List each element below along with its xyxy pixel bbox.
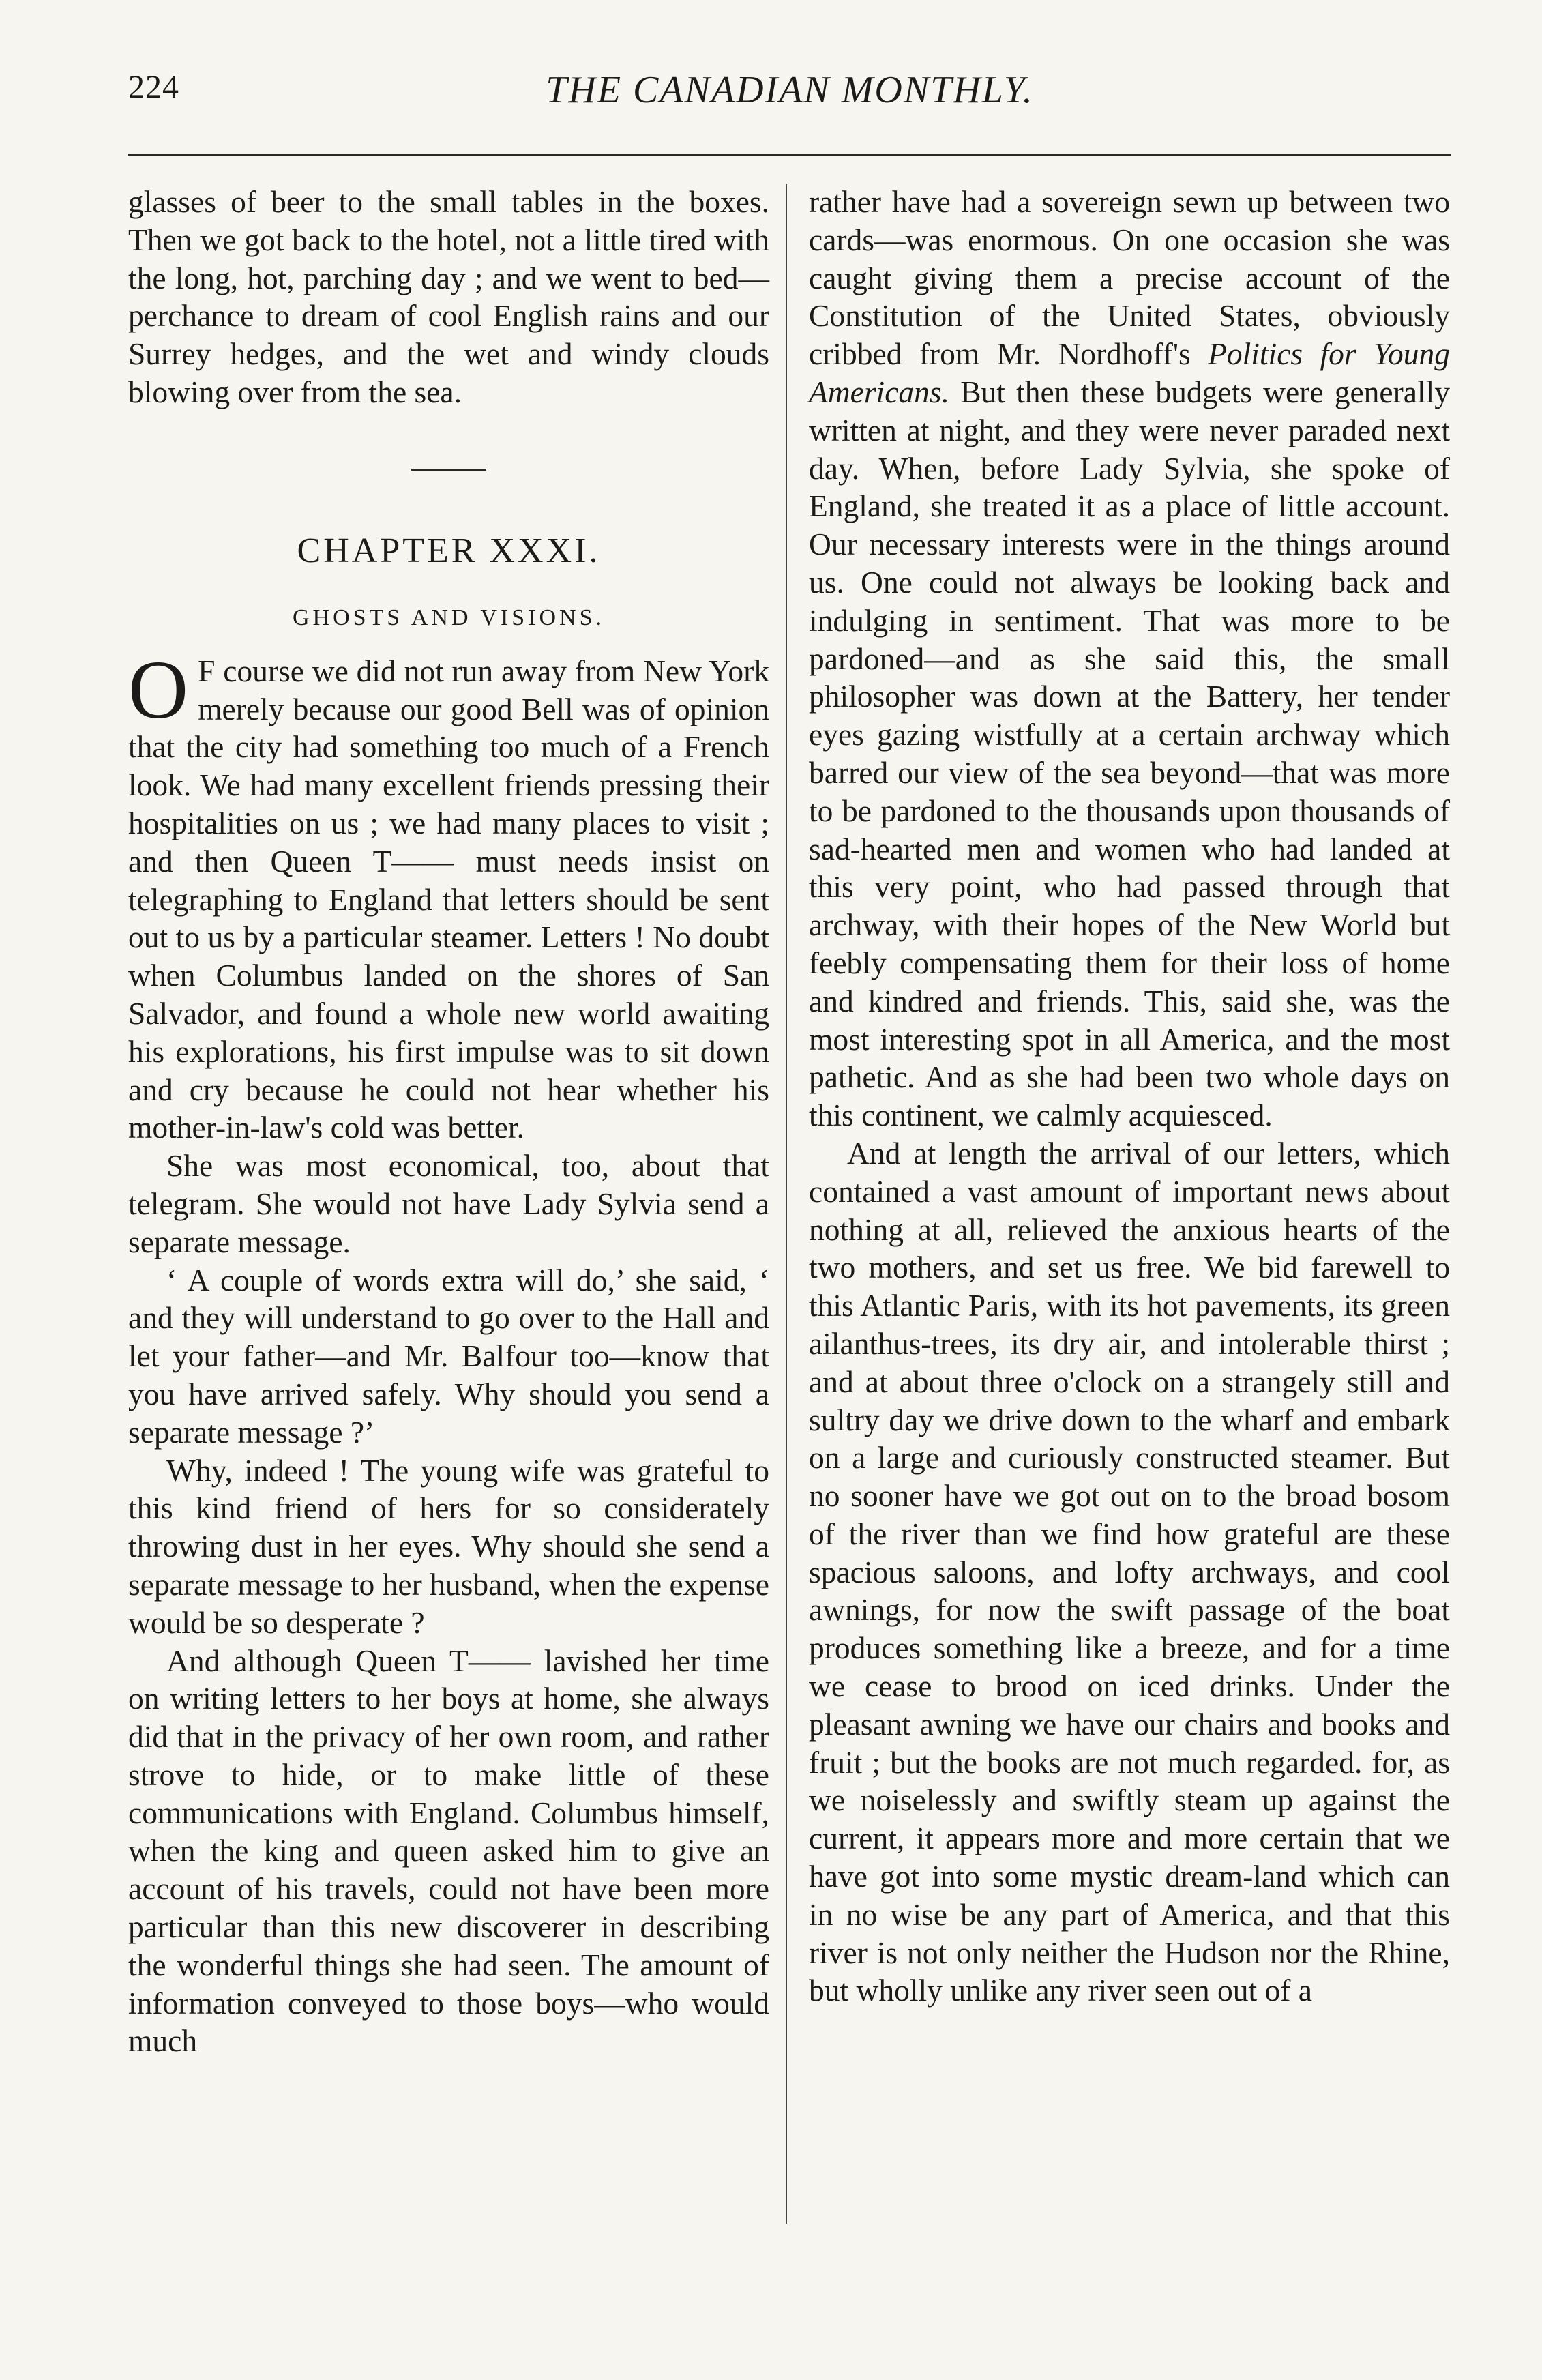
paragraph: Why, indeed ! The young wife was grateful to this kind friend of hers for so considerately throwing dust in her eyes. Why should she send a separate message to her husband, when the expense would be so desperate ? [128, 1452, 769, 1640]
paragraph: ‘ A couple of words extra will do,’ she said, ‘ and they will understand to go over to the Hall and let your father—and Mr. Balfour too—know that you have arrived safely. Why should you send a separate message ?’ [128, 1262, 769, 1450]
book-title: Politics for Young Americans. [809, 336, 1450, 409]
page-number: 224 [128, 69, 179, 105]
paragraph: She was most economical, too, about that telegram. She would not have Lady Sylvia send a separate message. [128, 1148, 769, 1259]
column-divider [786, 184, 787, 2224]
paragraph: And although Queen T—— lavished her time on writing letters to her boys at home, she always did that in the privacy of her own room, and rather strove to hide, or to make little of these communications with England. Columbus himself, when the king and queen asked him to give an account of his travels, could not have been more particular than this new discoverer in describing the wonderful things she had seen. The amount of information conveyed to those boys—who would much [128, 1643, 769, 2059]
section-divider [411, 469, 486, 471]
left-column [128, 183, 769, 2060]
paragraph: And at length the arrival of our letters, which contained a vast amount of important news about nothing at all, relieved the anxious hearts of the two mothers, and set us free. We bid farewell to this Atlantic Paris, with its hot pavements, its green ailanthus-trees, its dry air, and intolerable thirst ; and at about three o'clock on a strangely still and sultry day we drive down to the wharf and embark on a large and curiously constructed steamer. But no sooner have we got out on to the broad bosom of the river than we find how grateful are these spacious saloons, and lofty archways, and cool awnings, for now the swift passage of the boat produces something like a breeze, and for a time we cease to brood on iced drinks. Under the pleasant awning we have our chairs and books and fruit ; but the books are not much regarded. for, as we noiselessly and swiftly steam up against the current, it appears more and more certain that we have got into some mystic dream-land which can in no wise be any part of America, and that this river is not only neither the Hudson nor the Rhine, but wholly unlike any river seen out of a [809, 1135, 1450, 2008]
running-head: THE CANADIAN MONTHLY. [546, 69, 1034, 111]
paragraph [809, 183, 1450, 1134]
paragraph-text: rather have had a sovereign sewn up between two cards—was enormous. On one occasion she was caught giving them a precise account of the Constitution of the United States, obviously cribbed from Mr. Nordhoff's [809, 184, 1450, 372]
page-header [128, 68, 1451, 123]
paragraph: glasses of beer to the small tables in the boxes. Then we got back to the hotel, not a little tired with the long, hot, parching day ; and we went to bed—perchance to dream of cool English rains and our Surrey hedges, and the wet and windy clouds blowing over from the sea. [128, 184, 769, 409]
drop-cap: O [128, 643, 189, 736]
opening-paragraph [128, 643, 769, 1147]
opening-paragraph-text: F course we did not run away from New York merely because our good Bell was of opinion that the city had something too much of a French look. We had many excellent friends pressing their hospitalities on us ; we had many places to visit ; and then Queen T—— must needs insist on telegraphing to England that letters should be sent out to us by a particular steamer. Letters ! No doubt when Columbus landed on the shores of San Salvador, and found a whole new world awaiting his explorations, his first impulse was to sit down and cry because he could not hear whether his mother-in-law's cold was better. [128, 653, 769, 1145]
chapter-title: CHAPTER XXXI. [297, 531, 601, 570]
chapter-subtitle: GHOSTS AND VISIONS. [292, 604, 606, 630]
right-column [809, 183, 1450, 2010]
paragraph-text: But then these budgets were generally written at night, and they were never paraded next day. When, before Lady Sylvia, she spoke of England, she treated it as a place of little account. Our necessary interests were in the things around us. One could not always be looking back and indulging in sentiment. That was more to be pardoned—and as she said this, the small philosopher was down at the Battery, her tender eyes gazing wistfully at a certain archway which barred our view of the sea beyond—that was more to be pardoned to the thousands upon thousands of sad-hearted men and women who had landed at this very point, who had passed through that archway, with their hopes of the New World but feebly compensating them for their loss of home and kindred and friends. This, said she, was the most interesting spot in all America, and the most pathetic. And as she had been two whole days on this continent, we calmly acquiesced. [809, 374, 1451, 1133]
header-rule [128, 154, 1451, 156]
